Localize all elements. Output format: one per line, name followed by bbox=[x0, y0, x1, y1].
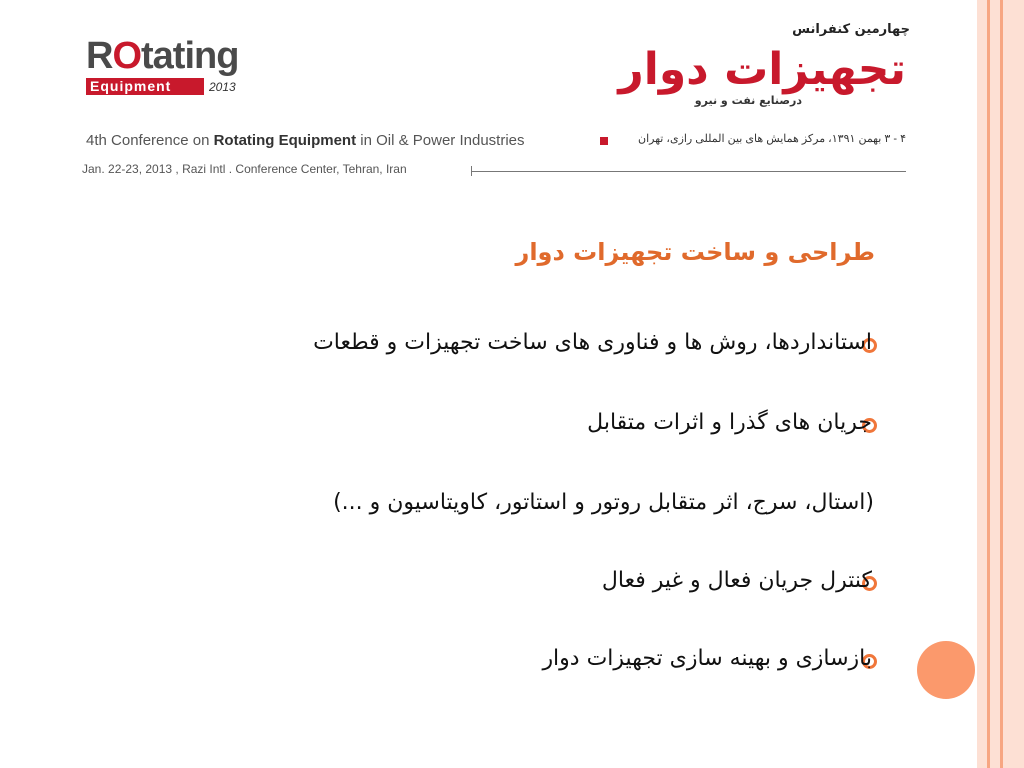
bullet-item: بازسازی و بهینه سازی تجهیزات دوار bbox=[542, 646, 872, 671]
stripe bbox=[1003, 0, 1024, 768]
logo-top-text: چهارمین کنفرانس bbox=[792, 22, 910, 37]
conference-date: Jan. 22-23, 2013 , Razi Intl . Conference Center, Tehran, Iran bbox=[82, 162, 407, 176]
header-divider bbox=[471, 171, 906, 172]
logo-main-text: تجهیزات دوار bbox=[618, 44, 906, 95]
decorative-circle bbox=[917, 641, 975, 699]
logo-wordmark: ROtating bbox=[86, 35, 239, 77]
stripe bbox=[977, 0, 987, 768]
slide-title: طراحی و ساخت تجهیزات دوار bbox=[515, 238, 875, 266]
separator-square bbox=[600, 137, 608, 145]
bullet-item: کنترل جریان فعال و غیر فعال bbox=[601, 568, 872, 593]
conference-banner bbox=[86, 132, 906, 152]
persian-conference-logo bbox=[610, 22, 910, 114]
logo-year: 2013 bbox=[209, 80, 236, 94]
conference-persian: ۴ - ۳ بهمن ۱۳۹۱، مرکز همایش های بین المللی رازی، تهران bbox=[638, 133, 906, 145]
stripe bbox=[990, 0, 1000, 768]
bullet-item-continuation: (استال، سرج، اثر متقابل روتور و استاتور، کاویتاسیون و ...) bbox=[333, 490, 874, 515]
logo-sub-text: درصنایع نفت و نیرو bbox=[694, 94, 802, 107]
logo-badge: Equipment bbox=[86, 78, 204, 95]
bullet-item: جریان های گذرا و اثرات متقابل bbox=[587, 410, 872, 435]
rotating-equipment-logo bbox=[86, 34, 256, 96]
conference-english: 4th Conference on Rotating Equipment in Oil & Power Industries bbox=[86, 132, 525, 149]
bullet-item: استانداردها، روش ها و فناوری های ساخت تجهیزات و قطعات bbox=[313, 330, 872, 355]
decorative-stripes bbox=[977, 0, 1024, 768]
